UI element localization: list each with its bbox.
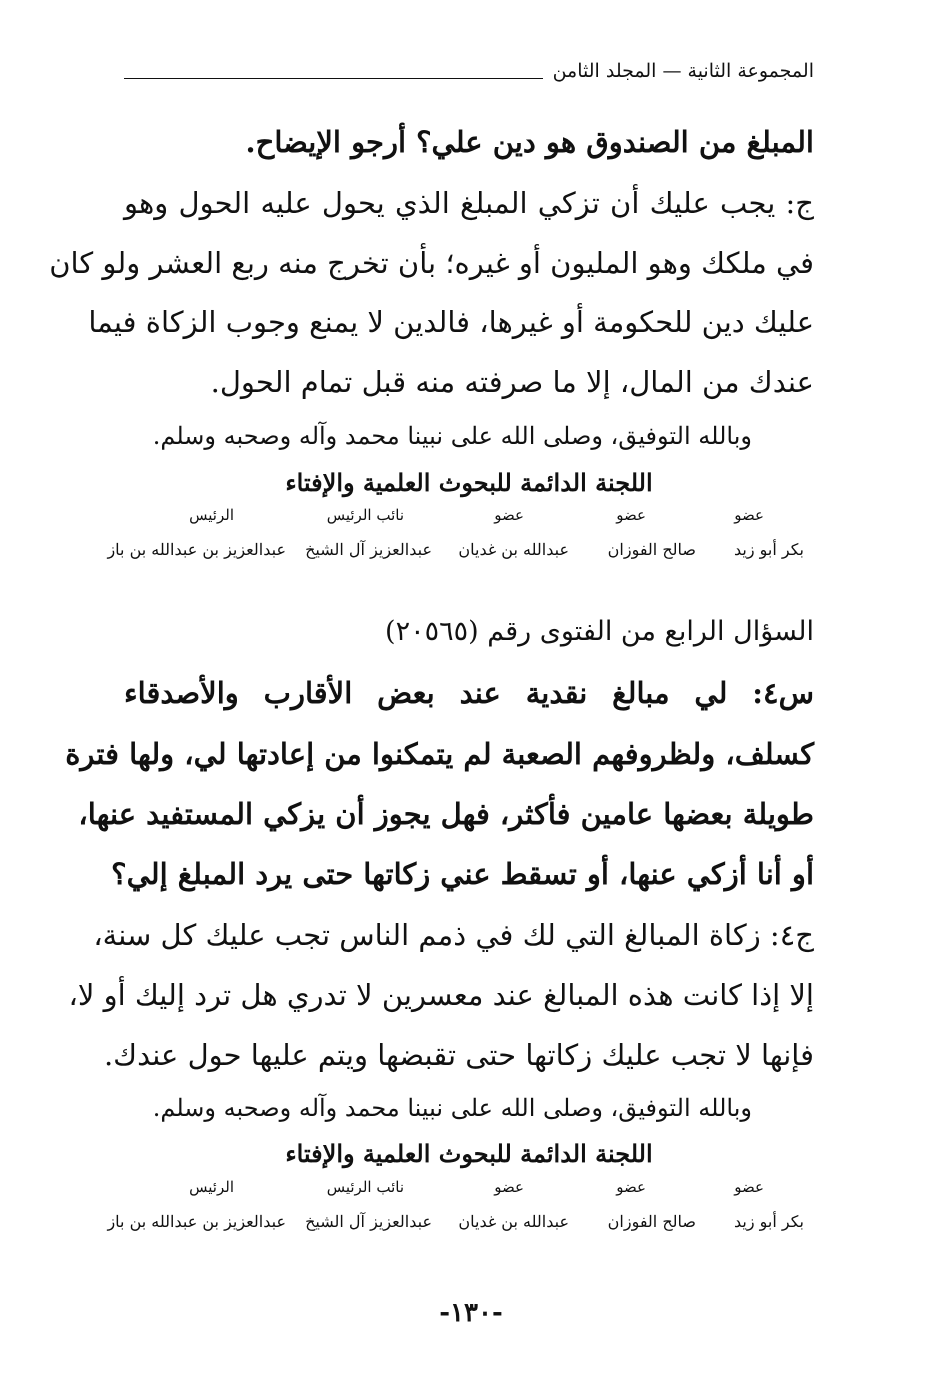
question-line: أو أنا أزكي عنها، أو تسقط عني زكاتها حتى يرد المبلغ إلي؟ (111, 857, 814, 891)
signatory-name: عبدالعزيز آل الشيخ (305, 540, 432, 559)
signatory-name: عبدالعزيز بن عبدالله بن باز (107, 1212, 286, 1231)
signatory-title: عضو (734, 506, 764, 524)
signatory-title: عضو (494, 1178, 524, 1196)
signatory-title: عضو (494, 506, 524, 524)
signatory-names (107, 540, 814, 566)
answer-line: في ملكك وهو المليون أو غيره؛ بأن تخرج منه ربع العشر ولو كان (49, 246, 814, 280)
answer-line: فإنها لا تجب عليك زكاتها حتى تقبضها ويتم عليها حول عندك. (103, 1038, 814, 1072)
signatory-name: عبدالعزيز آل الشيخ (305, 1212, 432, 1231)
signatory-name: صالح الفوزان (607, 540, 696, 559)
signatory-title: نائب الرئيس (326, 506, 404, 524)
signatory-title: عضو (616, 506, 646, 524)
signatory-titles (114, 1178, 814, 1204)
signatory-name: عبدالله بن غديان (458, 540, 569, 559)
signatory-title: الرئيس (189, 1178, 234, 1196)
answer-line: عندك من المال، إلا ما صرفته منه قبل تمام الحول. (210, 365, 814, 399)
question-line: س٤: لي مبالغ نقدية عند بعض الأقارب والأصدقاء (124, 676, 814, 710)
fatwa-heading: السؤال الرابع من الفتوى رقم (٢٠٥٦٥) (385, 616, 814, 647)
signatory-names (107, 1212, 814, 1238)
closing-line: وبالله التوفيق، وصلى الله على نبينا محمد وآله وصحبه وسلم. (152, 1094, 752, 1122)
closing-line: وبالله التوفيق، وصلى الله على نبينا محمد وآله وصحبه وسلم. (152, 422, 752, 450)
answer-line: ج: يجب عليك أن تزكي المبلغ الذي يحول عليه الحول وهو (124, 186, 814, 220)
signatory-title: عضو (616, 1178, 646, 1196)
answer-line: عليك دين للحكومة أو غيرها، فالدين لا يمنع وجوب الزكاة فيما (88, 305, 814, 339)
signatory-title: عضو (734, 1178, 764, 1196)
answer-line: إلا إذا كانت هذه المبالغ عند معسرين لا تدري هل ترد إليك أو لا، (68, 978, 814, 1012)
answer-line: ج٤: زكاة المبالغ التي لك في ذمم الناس تجب عليك كل سنة، (93, 918, 814, 952)
header-title: المجموعة الثانية — المجلد الثامن (543, 60, 814, 82)
signatory-name: صالح الفوزان (607, 1212, 696, 1231)
signatory-name: بكر أبو زيد (733, 540, 804, 559)
signatory-title: نائب الرئيس (326, 1178, 404, 1196)
signatory-titles (114, 506, 814, 532)
question-line: كسلف، ولظروفهم الصعبة لم يتمكنوا من إعادتها لي، ولها فترة (65, 737, 814, 771)
committee-name: اللجنة الدائمة للبحوث العلمية والإفتاء (285, 1139, 653, 1168)
signatory-title: الرئيس (189, 506, 234, 524)
running-header (124, 58, 814, 94)
signatory-name: بكر أبو زيد (733, 1212, 804, 1231)
question-tail: المبلغ من الصندوق هو دين علي؟ أرجو الإيضاح. (245, 125, 814, 159)
question-line: طويلة بعضها عامين فأكثر، فهل يجوز أن يزكي المستفيد عنها، (78, 797, 814, 831)
page-number: -١٣٠- (439, 1298, 503, 1328)
signatory-name: عبدالعزيز بن عبدالله بن باز (107, 540, 286, 559)
header-rule (124, 78, 564, 79)
signatory-name: عبدالله بن غديان (458, 1212, 569, 1231)
committee-name: اللجنة الدائمة للبحوث العلمية والإفتاء (285, 468, 653, 497)
